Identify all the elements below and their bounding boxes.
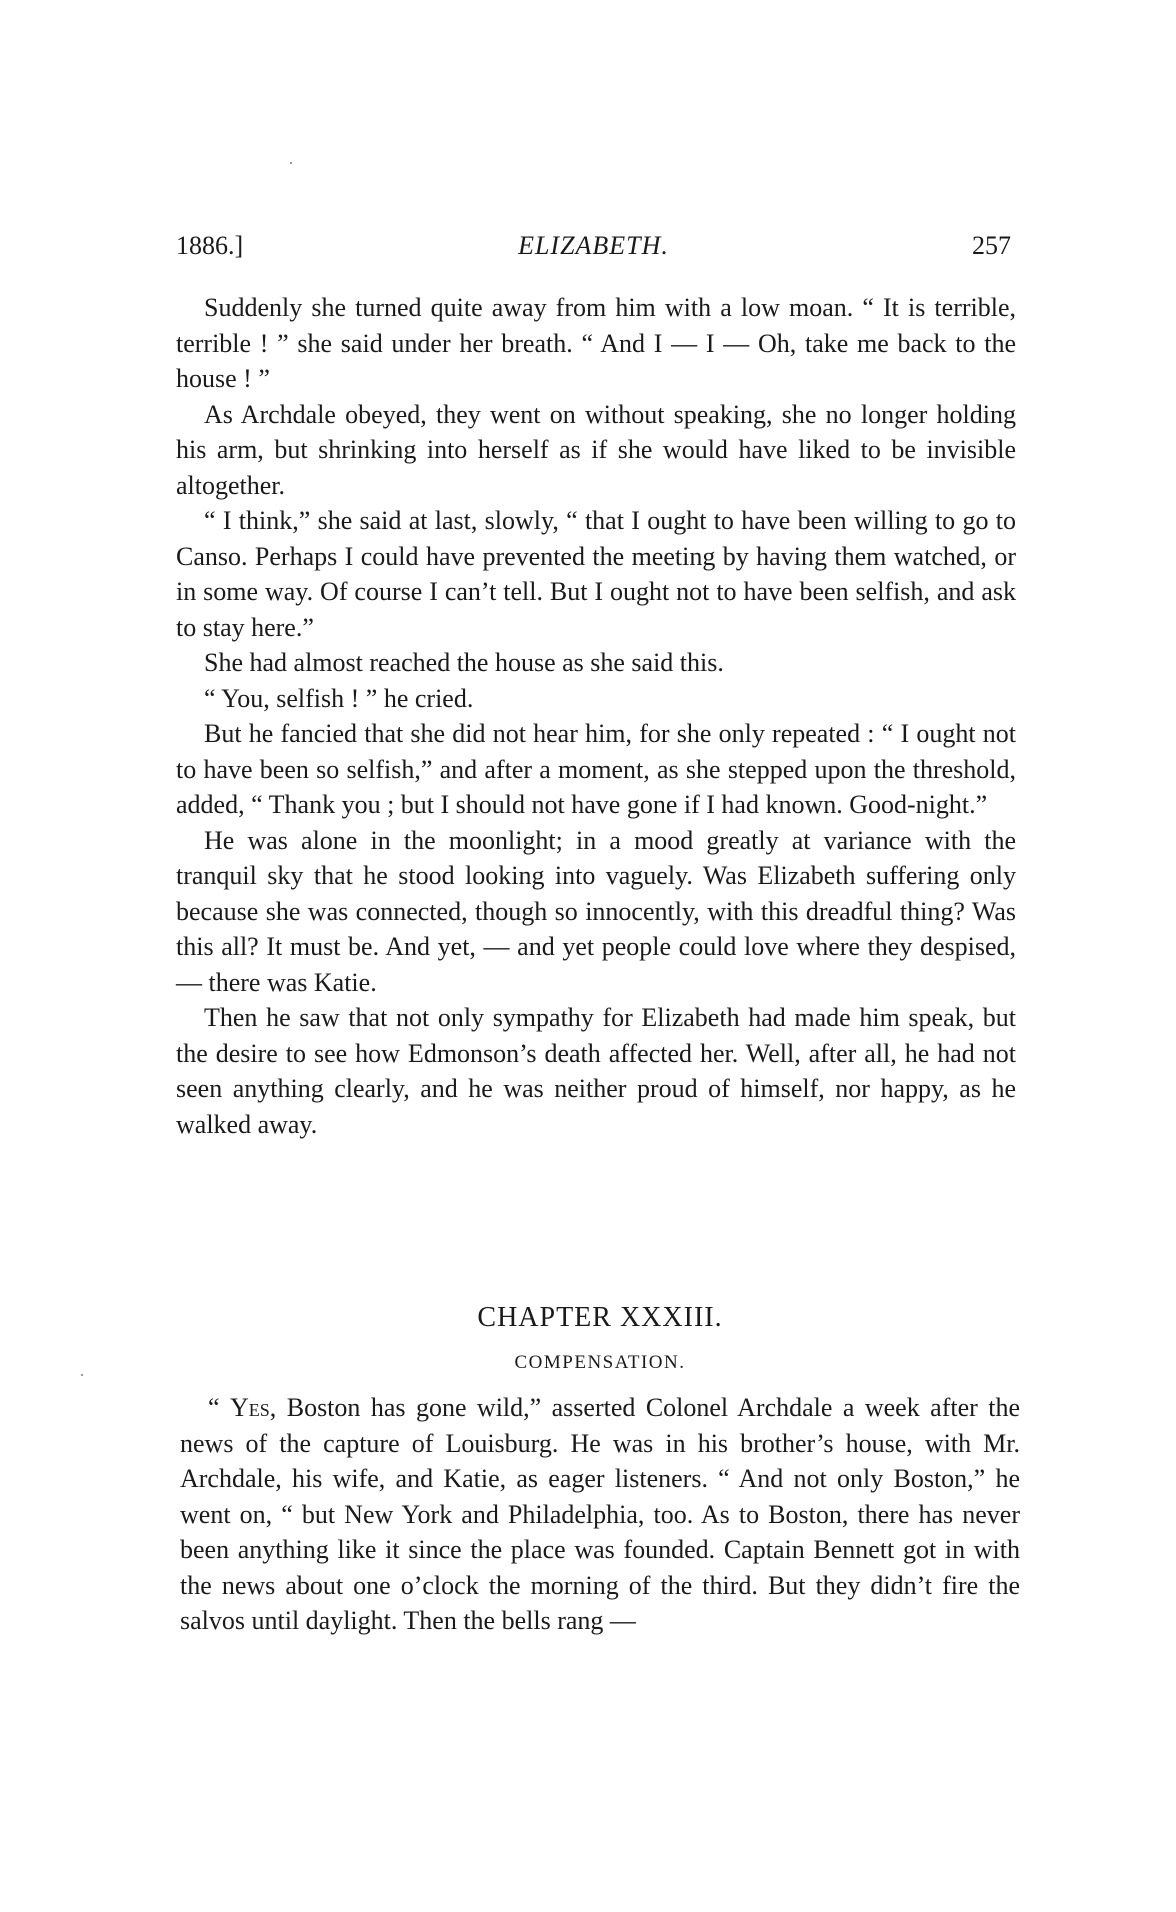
paragraph: But he fancied that she did not hear him, for she only repeated : “ I ought not to have been so selfish,” and after a moment, as she stepped upon the threshold, added, “ Thank you ; but I should not have gone if I had known. Good-night.” [176, 719, 1016, 819]
paragraph: As Archdale obeyed, they went on without speaking, she no longer holding his arm, but shrinking into herself as if she would have liked to be invisible altogether. [176, 399, 1016, 500]
page-number: 257 [972, 231, 1011, 260]
paragraph: She had almost reached the house as she said this. [204, 648, 724, 677]
paragraph: Then he saw that not only sympathy for Elizabeth had made him speak, but the desire to see how Edmonson’s death affected her. Well, after all, he had not seen anything clearly, and he was neither proud of himself, nor happy, as he walked away. [176, 1003, 1016, 1139]
paragraph: “ You, selfish ! ” he cried. [204, 683, 474, 713]
chapter-opening-paragraph [180, 1390, 1020, 1639]
opening-word: Yes [229, 1393, 270, 1422]
running-head-year: 1886.] [176, 231, 244, 260]
running-head-title: ELIZABETH. [518, 231, 669, 260]
chapter-title: CHAPTER XXXIII. [477, 1302, 723, 1333]
paper-speck [81, 1374, 83, 1376]
paragraph: He was alone in the moonlight; in a mood greatly at variance with the tranquil sky that he stood looking into vaguely. Was Elizabeth suffering only because she was connected, though so innocently, with this dreadful thing? Was this all? It must be. And yet, — and yet people could love where they despised, — there was Katie. [176, 825, 1016, 997]
paragraph: Suddenly she turned quite away from him with a low moan. “ It is terrible, terrible ! ” she said under her breath. “ And I — I — Oh, take me back to the house ! ” [176, 293, 1016, 393]
running-head [176, 228, 1011, 264]
paragraph: “ I think,” she said at last, slowly, “ that I ought to have been willing to go to Canso. Perhaps I could have prevented the meeting by having them watched, or in some way. Of course I can’t tell. But I ought not to have been selfish, and ask to stay here.” [176, 506, 1016, 642]
body-text [176, 290, 1016, 1142]
chapter-section [180, 1298, 1020, 1639]
opening-text: , Boston has gone wild,” asserted Colonel Archdale a week after the news of the capture of Louisburg. He was in his brother’s house, with Mr. Archdale, his wife, and Katie, as eager listeners. “ And not only Boston,” he went on, “ but New York and Philadelphia, too. As to Boston, there has never been anything like it since the place was founded. Captain Bennett got in with the news about one o’clock the morning of the third. But they didn’t fire the salvos until daylight. Then the bells rang — [180, 1393, 1020, 1635]
opening-quote-mark: “ [208, 1393, 230, 1422]
chapter-subtitle: COMPENSATION. [514, 1352, 686, 1373]
paper-speck [290, 162, 292, 164]
